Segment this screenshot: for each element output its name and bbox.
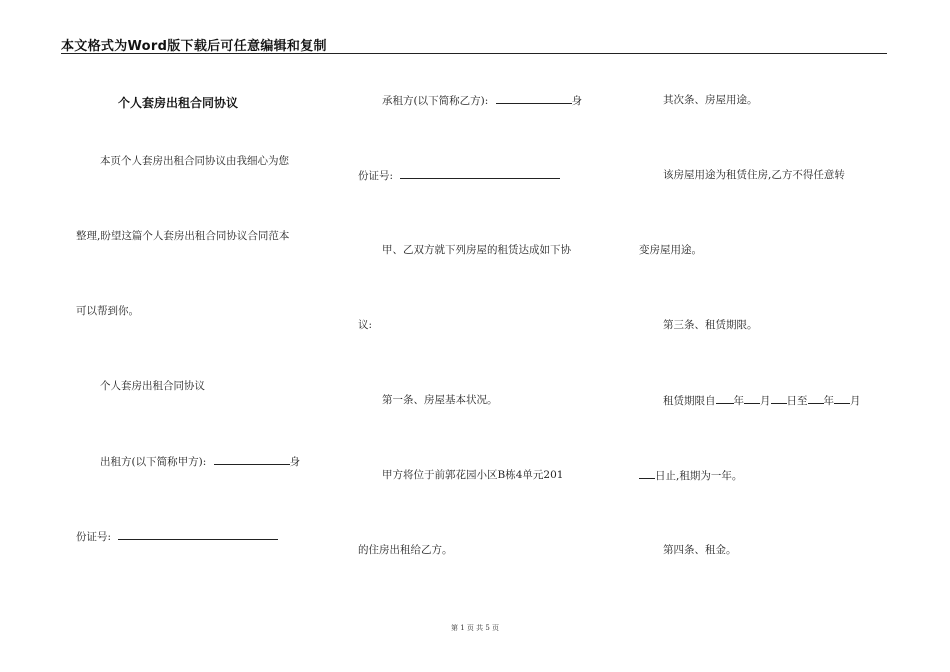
start-month-label: 月 <box>760 395 771 407</box>
article-3-title: 第三条、租赁期限。 <box>663 319 758 331</box>
page-number: 第 1 页 共 5 页 <box>450 624 500 632</box>
lessor-label: 出租方(以下简称甲方): <box>100 456 207 468</box>
lessor-id-line <box>76 529 278 544</box>
start-year-blank <box>716 393 734 404</box>
lessor-id-blank <box>118 529 278 540</box>
lease-term-line <box>663 393 861 408</box>
article-1-title: 第一条、房屋基本状况。 <box>382 394 498 406</box>
lessee-name-blank <box>496 93 572 104</box>
article-2-text-1: 该房屋用途为租赁住房,乙方不得任意转 <box>663 169 845 181</box>
intro-line-3: 可以帮到你。 <box>76 305 139 317</box>
intro-line-2: 整理,盼望这篇个人套房出租合同协议合同范本 <box>76 230 290 242</box>
lessor-name-blank <box>214 454 290 465</box>
article-2-title: 其次条、房屋用途。 <box>663 94 758 106</box>
start-day-blank <box>771 393 787 404</box>
end-month-blank <box>834 393 850 404</box>
header-text: 本文格式为Word版下载后可任意编辑和复制 <box>61 39 327 54</box>
article-4-title: 第四条、租金。 <box>663 544 737 556</box>
article-1-text-1: 甲方将位于前郭花园小区B栋4单元201 <box>382 469 564 481</box>
lessor-id-label: 份证号: <box>76 531 112 543</box>
lease-term-prefix: 租赁期限自 <box>663 395 716 407</box>
lessee-id-line <box>358 168 560 183</box>
end-year-blank <box>808 393 824 404</box>
start-year-label: 年 <box>733 395 744 407</box>
intro-line-1: 本页个人套房出租合同协议由我细心为您 <box>100 155 289 167</box>
lessee-id-blank <box>400 168 560 179</box>
start-day-label: 日至 <box>786 395 808 407</box>
document-header <box>61 33 887 54</box>
lessor-suffix: 身 <box>289 456 301 468</box>
lessee-label: 承租方(以下简称乙方): <box>382 95 489 107</box>
lessor-line <box>100 454 300 469</box>
lease-term-end-line <box>639 468 742 483</box>
article-2-text-2: 变房屋用途。 <box>639 244 702 256</box>
lessee-line <box>382 93 582 108</box>
end-year-label: 年 <box>823 395 834 407</box>
lessee-suffix: 身 <box>571 95 583 107</box>
end-month-label: 月 <box>850 395 861 407</box>
lessee-id-label: 份证号: <box>358 170 394 182</box>
start-month-blank <box>744 393 760 404</box>
agreement-line-2: 议: <box>358 319 373 331</box>
agreement-line-1: 甲、乙双方就下列房屋的租赁达成如下协 <box>382 244 571 256</box>
contract-subtitle: 个人套房出租合同协议 <box>100 380 205 392</box>
document-title: 个人套房出租合同协议 <box>118 96 239 110</box>
lease-term-end-text: 日止,租期为一年。 <box>655 470 743 482</box>
article-1-text-2: 的住房出租给乙方。 <box>358 544 453 556</box>
end-day-blank <box>639 468 655 479</box>
